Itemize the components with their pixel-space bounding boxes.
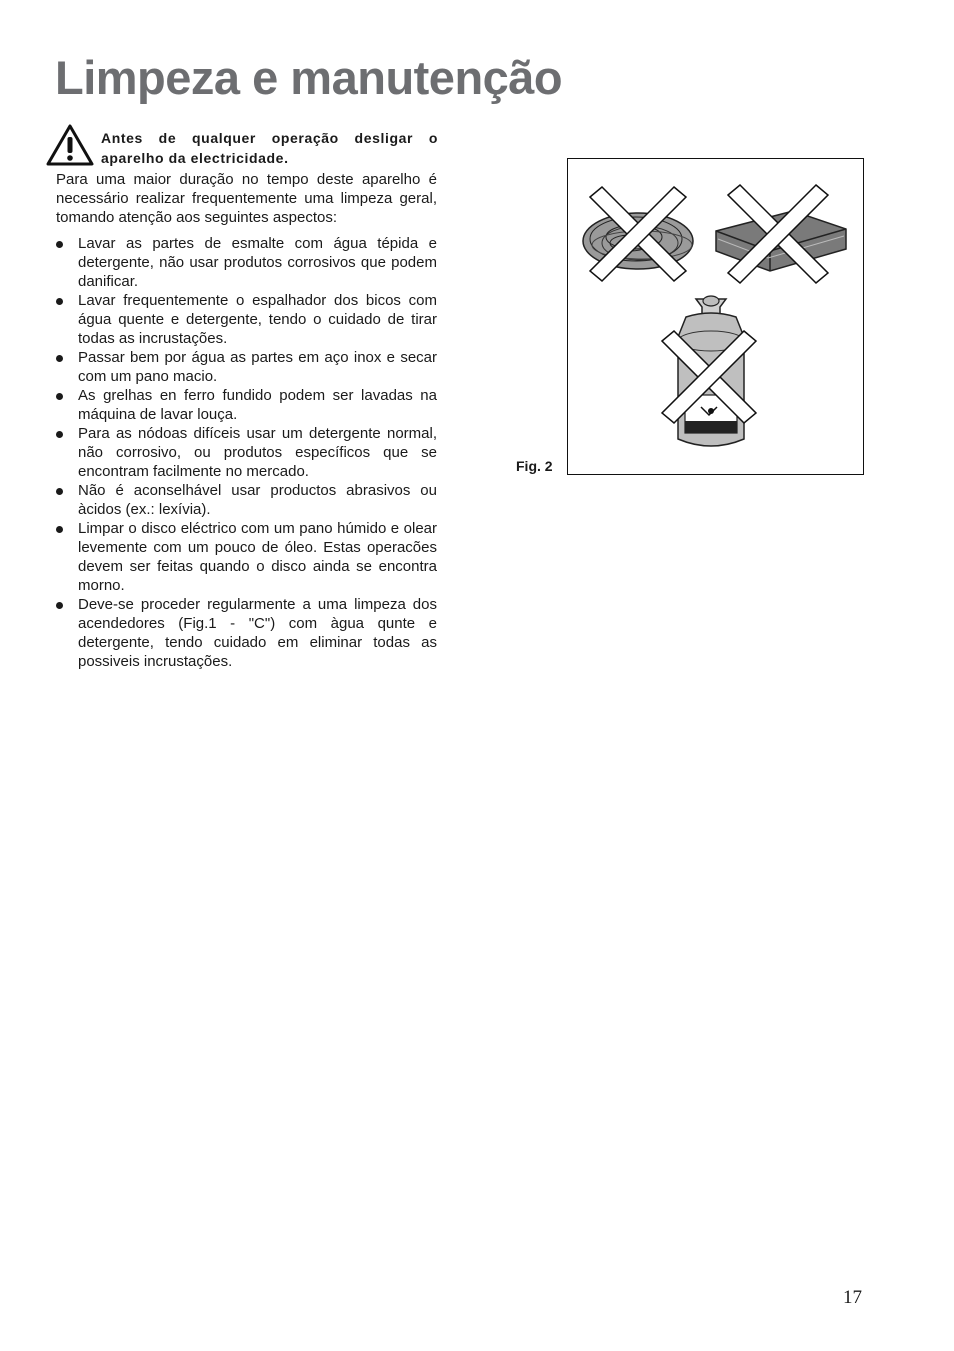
cleaning-instructions-list	[56, 234, 437, 671]
figure-2-illustration	[567, 158, 864, 475]
bullet-icon	[56, 526, 63, 533]
list-item	[56, 595, 437, 671]
list-item-text: Lavar frequentemente o espalhador dos bicos com água quente e detergente, tendo o cuidado de tirar todas as incrustações.	[78, 292, 437, 347]
page-number: 17	[843, 1287, 862, 1308]
list-item-text: Passar bem por água as partes em aço inox e secar com um pano macio.	[78, 349, 437, 385]
list-item	[56, 348, 437, 386]
list-item-text: Limpar o disco eléctrico com um pano húmido e olear levemente com um pouco de óleo. Estas operacões devem ser feitas quando o disco ainda se encontra morno.	[78, 520, 437, 594]
corrosive-bottle-crossed-icon	[662, 296, 756, 446]
bullet-icon	[56, 602, 63, 609]
list-item-text: As grelhas en ferro fundido podem ser lavadas na máquina de lavar louça.	[78, 387, 437, 423]
bullet-icon	[56, 241, 63, 248]
list-item-text: Não é aconselhável usar productos abrasivos ou àcidos (ex.: lexívia).	[78, 482, 437, 518]
list-item	[56, 481, 437, 519]
bullet-icon	[56, 298, 63, 305]
list-item	[56, 234, 437, 291]
warning-notice	[46, 124, 438, 168]
steel-wool-crossed-icon	[583, 187, 693, 281]
warning-triangle-icon	[46, 124, 94, 166]
bullet-icon	[56, 488, 63, 495]
scouring-sponge-crossed-icon	[716, 185, 846, 283]
list-item-text: Lavar as partes de esmalte com água tépida e detergente, não usar produtos corrosivos que podem danificar.	[78, 235, 437, 290]
bullet-icon	[56, 393, 63, 400]
list-item-text: Deve-se proceder regularmente a uma limpeza dos acendedores (Fig.1 - "C") com àgua qunte e detergente, tendo cuidado em eliminar todas as possiveis incrustações.	[78, 596, 437, 670]
list-item	[56, 519, 437, 595]
list-item	[56, 386, 437, 424]
figure-label: Fig. 2	[516, 458, 553, 474]
list-item-text: Para as nódoas difíceis usar um detergente normal, não corrosivo, ou produtos específicos que se encontram facilmente no mercado.	[78, 425, 437, 480]
bullet-icon	[56, 431, 63, 438]
bullet-icon	[56, 355, 63, 362]
page-title: Limpeza e manutenção	[55, 51, 563, 104]
intro-paragraph: Para uma maior duração no tempo deste aparelho é necessário realizar frequentemente uma limpeza geral, tomando atenção aos seguintes aspectos:	[56, 171, 437, 226]
warning-text: Antes de qualquer operação desligar o aparelho da electricidade.	[101, 130, 438, 166]
list-item	[56, 291, 437, 348]
list-item	[56, 424, 437, 481]
